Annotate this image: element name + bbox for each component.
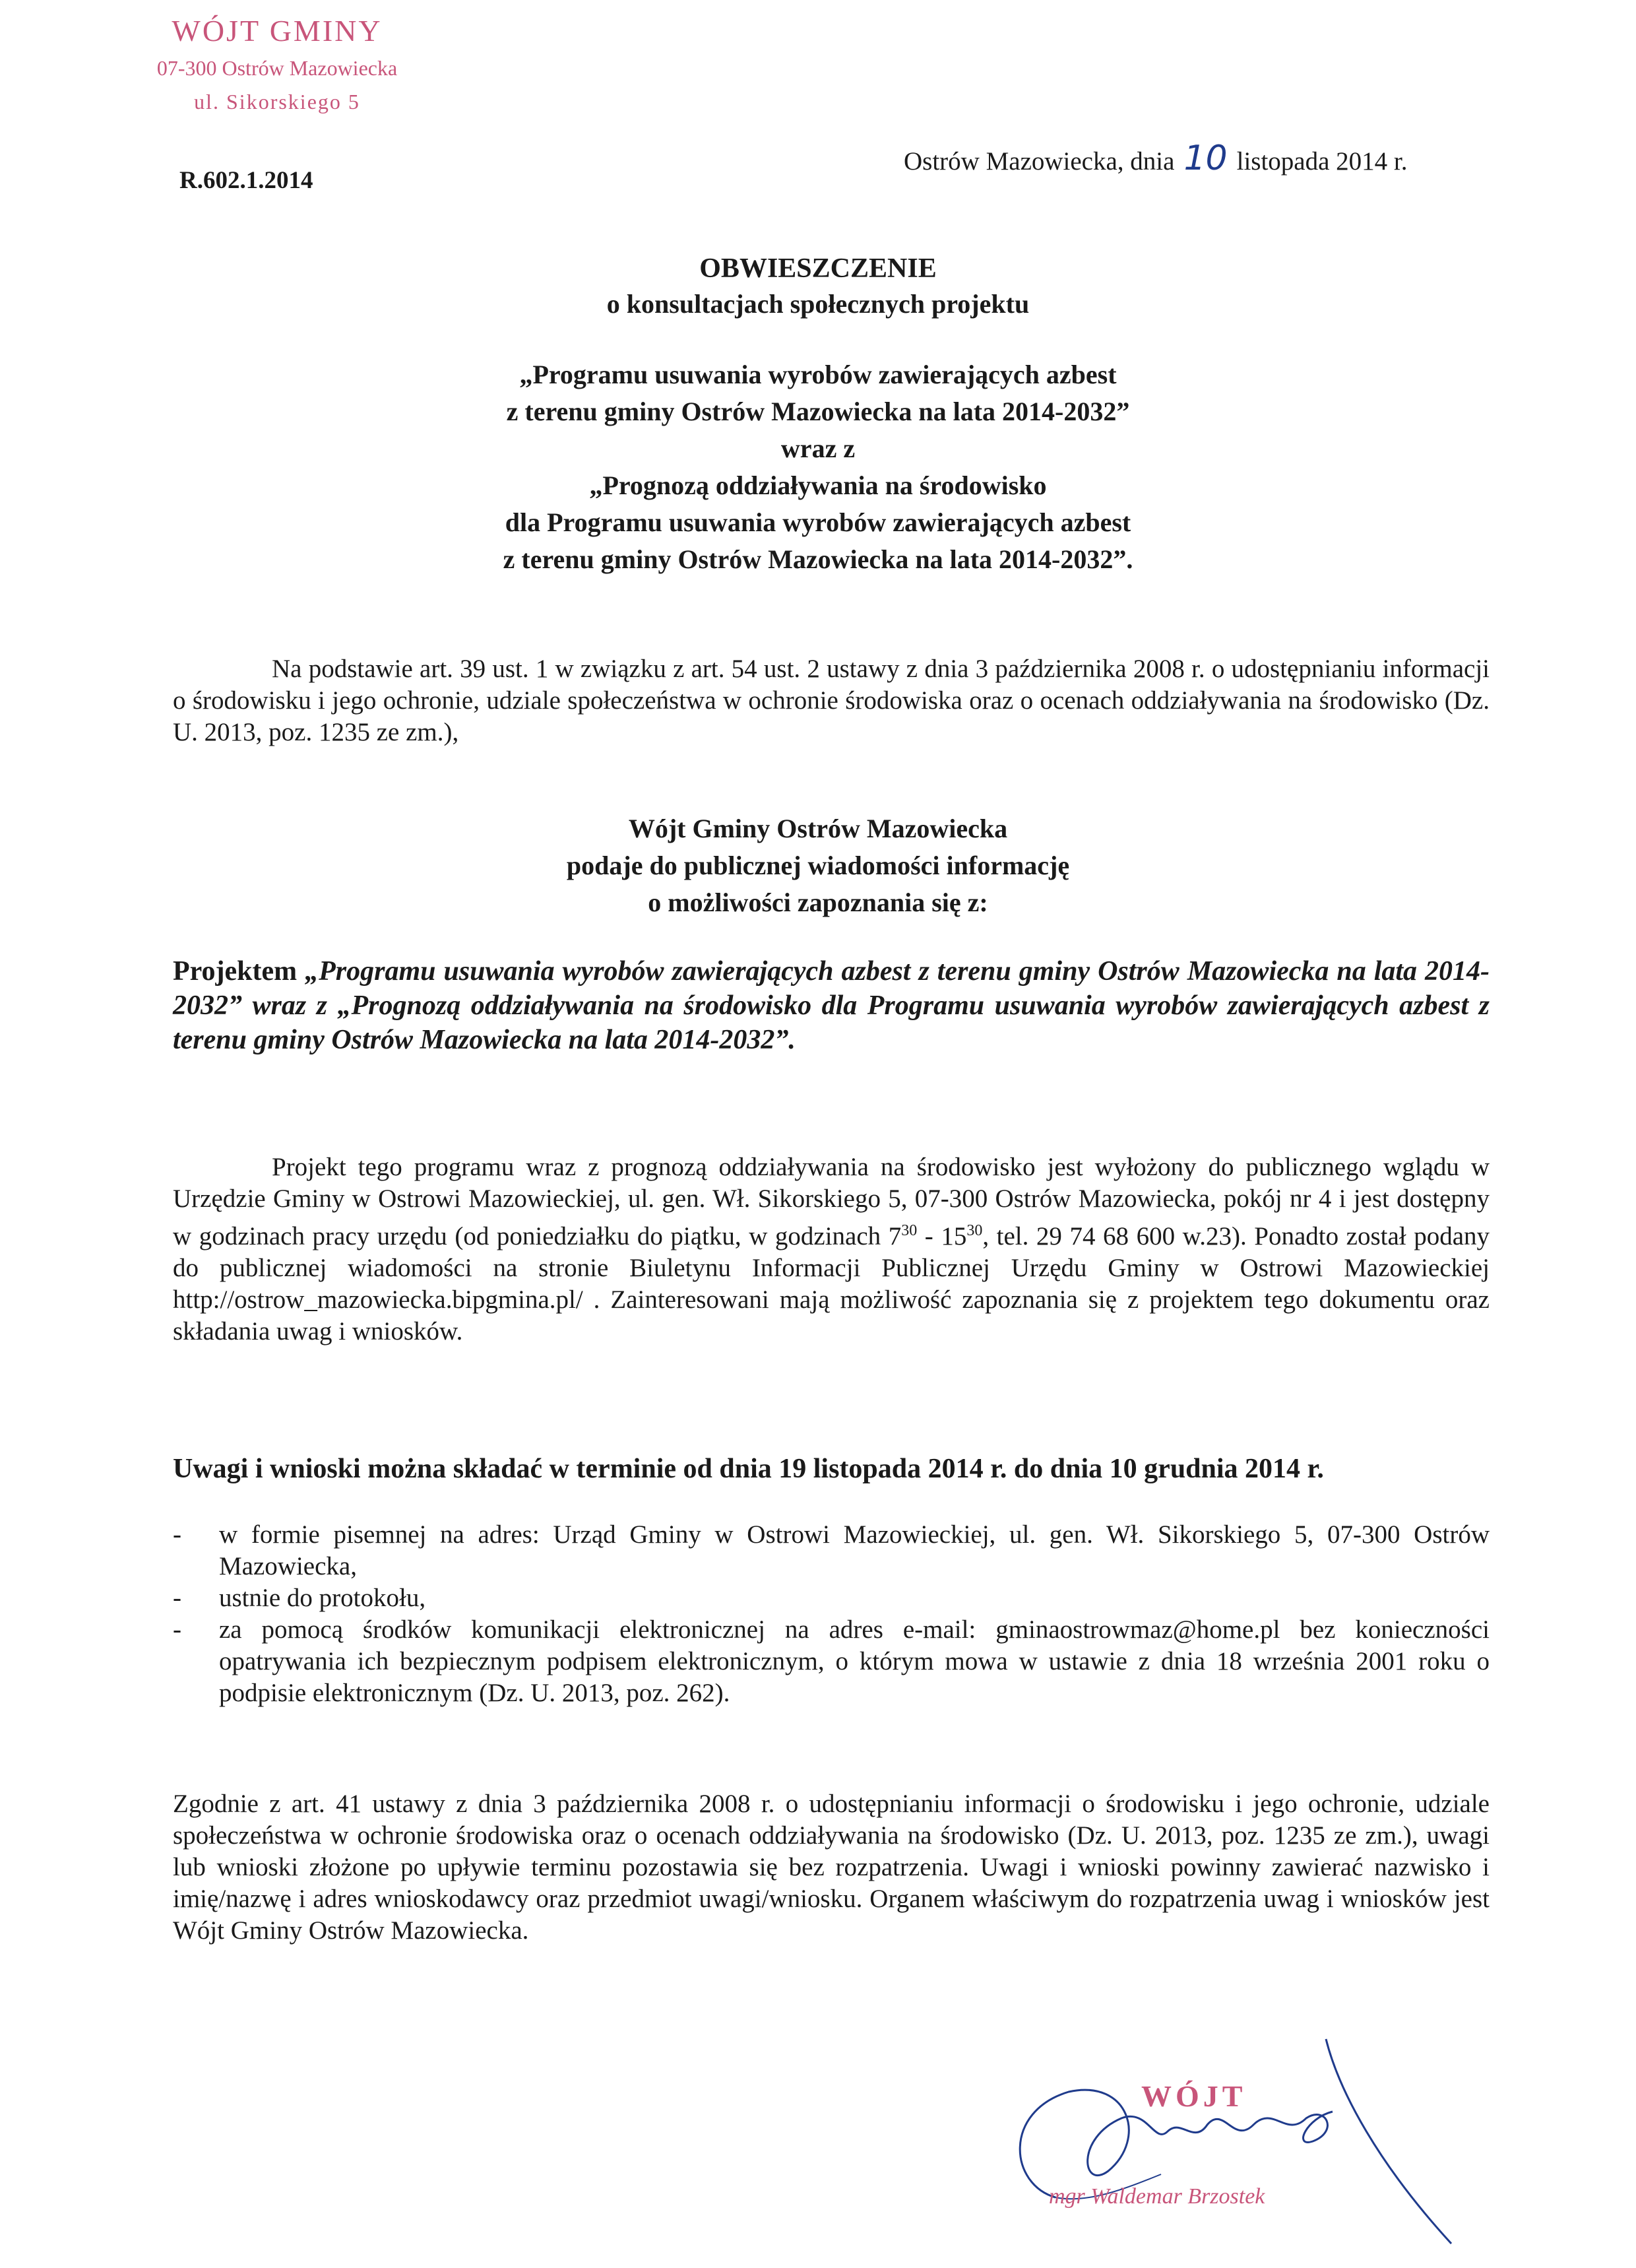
- office-hours: $7^{30} - 15^{30}$: [888, 1222, 983, 1250]
- announcer-line: podaje do publicznej wiadomości informację: [566, 851, 1070, 880]
- list-item: - za pomocą środków komunikacji elektronicznej na adres e-mail: gminaostrowmaz@home.pl bez konieczności opatrywania ich bezpiecznym podpisem elektronicznym, o którym mowa w ustawie z dnia 18 września 2001 roku o podpisie elektronicznym (Dz. U. 2013, poz. 262).: [173, 1615, 1490, 1707]
- list-item: - ustnie do protokołu,: [173, 1582, 1490, 1614]
- announcer-line: o możliwości zapoznania się z:: [648, 888, 988, 917]
- stamp-title: WÓJT GMINY: [172, 14, 383, 48]
- availability-text: Projekt tego programu wraz z prognozą oddziaływania na środowisko jest wyłożony do publicznego wglądu w Urzędzie Gminy w Ostrowi Mazowieckiej, ul. gen. Wł. Sikorskiego 5, 07-300 Ostrów Mazowiecka, pokój nr 4 i jest dostępny w godzinach pracy urzędu (od poniedziałku do piątku, w godzinach: [173, 1153, 1490, 1250]
- office-stamp: [112, 13, 442, 114]
- list-dash: -: [173, 1615, 181, 1644]
- reference-number: R.602.1.2014: [179, 167, 313, 194]
- date-prefix: Ostrów Mazowiecka, dnia: [904, 147, 1175, 176]
- stamp-street: ul. Sikorskiego 5: [194, 90, 360, 113]
- handwritten-signature: [996, 2032, 1458, 2250]
- project-lead: Projektem: [173, 956, 298, 987]
- announcer-block: [0, 810, 1636, 921]
- date-day-handwritten: 10: [1183, 139, 1228, 178]
- program-title-line: wraz z: [780, 434, 856, 463]
- legal-basis-paragraph: Na podstawie art. 39 ust. 1 w związku z art. 54 ust. 2 ustawy z dnia 3 października 2008 r. o udostępnianiu informacji o środowisku i jego ochronie, udziale społeczeństwa w ochronie środowiska oraz o ocenach oddziaływania na środowisko (Dz. U. 2013, poz. 1235 ze zm.),: [173, 655, 1490, 746]
- document-title: OBWIESZCZENIE: [699, 253, 937, 284]
- signature-title: WÓJT: [1141, 2079, 1247, 2113]
- stamp-postal: 07-300 Ostrów Mazowiecka: [156, 56, 398, 80]
- document-heading: [0, 251, 1636, 322]
- announcer-line: Wójt Gminy Ostrów Mazowiecka: [628, 814, 1008, 843]
- signature-name: mgr Waldemar Brzostek: [1049, 2184, 1265, 2209]
- program-title-line: dla Programu usuwania wyrobów zawierających azbest: [505, 507, 1131, 537]
- program-title-line: „Programu usuwania wyrobów zawierających azbest: [519, 360, 1117, 389]
- availability-paragraph: [173, 1151, 1490, 1347]
- signature-block: [996, 2032, 1458, 2250]
- program-title-line: z terenu gminy Ostrów Mazowiecka na lata 2014-2032”: [506, 397, 1130, 426]
- place-date: [904, 139, 1408, 178]
- project-text: „Programu usuwania wyrobów zawierających azbest z terenu gminy Ostrów Mazowiecka na lata 2014-2032” wraz z „Prognozą oddziaływania na środowisko dla Programu usuwania wyrobów zawierających azbest z terenu gminy Ostrów Mazowiecka na lata 2014-2032”.: [173, 956, 1490, 1055]
- remarks-deadline: Uwagi i wnioski można składać w terminie od dnia 19 listopada 2014 r. do dnia 10 grudnia 2014 r.: [173, 1454, 1324, 1484]
- program-title-line: „Prognozą oddziaływania na środowisko: [589, 470, 1047, 500]
- program-title-block: [0, 356, 1636, 578]
- project-paragraph: [173, 954, 1490, 1057]
- list-item: - w formie pisemnej na adres: Urząd Gminy w Ostrowi Mazowieckiej, ul. gen. Wł. Sikorskiego 5, 07-300 Ostrów Mazowiecka,: [173, 1520, 1490, 1580]
- date-suffix: listopada 2014 r.: [1236, 147, 1408, 176]
- list-dash: -: [173, 1520, 181, 1549]
- legal-note-paragraph: Zgodnie z art. 41 ustawy z dnia 3 października 2008 r. o udostępnianiu informacji o środowisku i jego ochronie, udziale społeczeństwa w ochronie środowiska oraz o ocenach oddziaływania na środowisko (Dz. U. 2013, poz. 1235 ze zm.), uwagi lub wnioski złożone po upływie terminu pozostawia się bez rozpatrzenia. Uwagi i wnioski powinny zawierać nazwisko i imię/nazwę i adres wnioskodawcy oraz przedmiot uwagi/wniosku. Organem właściwym do rozpatrzenia uwag i wniosków jest Wójt Gminy Ostrów Mazowiecka.: [173, 1790, 1490, 1945]
- submission-methods-list: [173, 1519, 1490, 1709]
- list-dash: -: [173, 1584, 181, 1612]
- program-title-line: z terenu gminy Ostrów Mazowiecka na lata 2014-2032”.: [503, 544, 1133, 574]
- availability-text-continued: , tel. 29 74 68 600 w.23). Ponadto został podany do publicznej wiadomości na stronie Biuletynu Informacji Publicznej Urzędu Gminy w Ostrowi Mazowieckiej http://ostrow_mazowiecka.bipgmina.pl/ . Zainteresowani mają możliwość zapoznania się z projektem tego dokumentu oraz składania uwag i wniosków.: [173, 1222, 1490, 1345]
- document-subtitle: o konsultacjach społecznych projektu: [606, 289, 1030, 319]
